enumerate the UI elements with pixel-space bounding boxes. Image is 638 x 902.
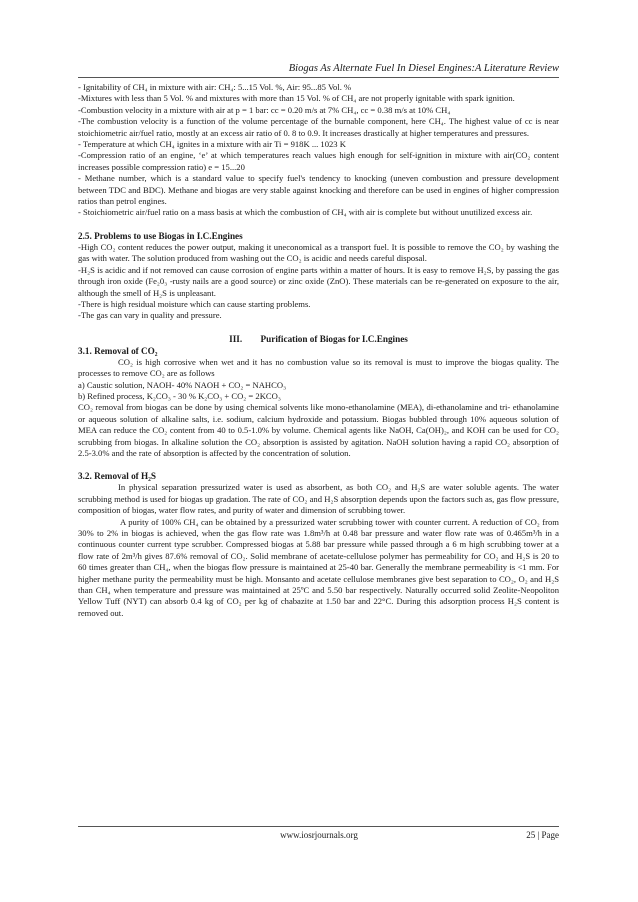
running-header: Biogas As Alternate Fuel In Diesel Engines:A Literature Review: [288, 63, 559, 74]
co2-removal-intro: CO₂ is high corrosive when wet and it has no combustion value so its removal is must to improve the biogas quality. The processes to remove CO₂ are as follows: [78, 356, 559, 379]
page-number: 25 | Page: [526, 830, 559, 840]
combustion-velocity-function-line: -The combustion velocity is a function of the volume percentage of the burnable component, here CH₄. The highest value of cc is near stoichiometric air/fuel ratio, mostly at an excess air ratio of 0. 8 to 0.9. It increases drastically at higher temperatures and pressures.: [78, 116, 559, 138]
refined-process-item: b) Refined process, K₂CO₃ - 30 % K₂CO₃ + CO₂ = 2KCO₃: [78, 390, 281, 401]
page-body: [78, 82, 559, 619]
ignition-temperature-line: - Temperature at which CH₄ ignites in a mixture with air Ti = 918K ... 1023 K: [78, 139, 346, 150]
problem-quality-item: -The gas can vary in quality and pressure.: [78, 310, 222, 321]
section-3-2-heading: 3.2. Removal of H₂S: [78, 471, 157, 482]
footer-rule: [78, 826, 559, 827]
section-2-5-heading: 2.5. Problems to use Biogas in I.C.Engines: [78, 230, 243, 241]
problem-co2-item: -High CO₂ content reduces the power output, making it uneconomical as a transport fuel. It is possible to remove the CO₂ by washing the gas with water. The solution produced from washing out the CO₂ is acidic and needs careful disposal.: [78, 241, 559, 264]
mixture-limits-line: -Mixtures with less than 5 Vol. % and mixtures with more than 15 Vol. % of CH₄ are not properly ignitable with spark ignition.: [78, 93, 515, 104]
problem-h2s-item: -H₂S is acidic and if not removed can cause corrosion of engine parts within a matter of hours. It is easy to remove H₂S, by passing the gas through iron oxide (Fe₂0₃ -rusty nails are a good source) or zinc oxide (ZnO). These materials can be re-generated on exposure to the air, although the smell of H₂S is unpleasant.: [78, 264, 559, 298]
water-scrubbing-paragraph: A purity of 100% CH₄ can be obtained by a pressurized water scrubbing tower with counter current. A reduction of CO₂ from 30% to 2% in biogas is achieved, when the gas flow rate was 1.8m³/h at 0.48 bar pressure and water flow rate was of 0.465m³/h in a continuous counter current type scrubber. Compressed biogas at 5.88 bar pressure while passed through a 6 m high scrubbing tower at a flow rate of 2m³/h gives 87.6% removal of CO₂. Solid membrane of acetate-cellulose polymer has permeability for CO₂ and H₂S is 20 to 60 times greater than CH₄, when the biogas flow pressure is maintained at 25-40 bar. Generally the membrane permeability is <1 mm. For higher methane purity the permeability must be high. Monsanto and acetate cellulose membranes give best separation to CO₂, O₂ and H₂S than CH₄ when temperature and pressure was maintained at 25ºC and 5.50 bar respectively. Naturally occurred solid Zeolite-Neopoliton Yellow Tuff (NYT) can absorb 0.4 kg of CO₂ per kg of chabazite at 1.50 bar and 22°C. During this adsorption process H₂S content is removed out.: [78, 516, 559, 618]
section-3-heading: III. Purification of Biogas for I.C.Engines: [229, 333, 408, 344]
methane-number-line: - Methane number, which is a standard value to specify fuel's tendency to knocking (uneven combustion and pressure development between TDC and BDC). Methane and biogas are very stable against knocking and therefore can be used in engines of higher compression ratios than petrol engines.: [78, 173, 559, 207]
stoichiometric-ratio-line: - Stoichiometric air/fuel ratio on a mass basis at which the combustion of CH₄ with air is complete but without unutilized excess air.: [78, 207, 533, 218]
compression-ratio-line: -Compression ratio of an engine, ‘e’ at which temperatures reach values high enough for self-ignition in mixture with air(CO₂ content increases possible compression ratio) e = 15...20: [78, 150, 559, 172]
co2-chemical-solvents-paragraph: CO₂ removal from biogas can be done by using chemical solvents like mono-ethanolamine (MEA), di-ethanolamine and tri- ethanolamine or aqueous solution of alkaline salts, i.e. sodium, calcium hydroxide and potassium. Biogas bubbled through 10% aqueous solution of MEA can reduce the CO₂ content from 40 to 0.5-1.0% by volume. Chemical agents like NaOH, Ca(OH)₂, and KOH can be used for CO₂ scrubbing from biogas. In alkaline solution the CO₂ absorption is assisted by agitation. NaOH solution having a rapid CO₂ absorption of 2.5-3.0% and the rate of absorption is affected by the concentration of solution.: [78, 402, 559, 458]
journal-url: www.iosrjournals.org: [280, 830, 358, 840]
combustion-velocity-line: -Combustion velocity in a mixture with air at p = 1 bar: cc = 0.20 m/s at 7% CH₄, cc = 0.38 m/s at 10% CH₄: [78, 104, 451, 115]
h2s-physical-separation-paragraph: In physical separation pressurized water is used as absorbent, as both CO₂ and H₂S are water soluble agents. The water scrubbing method is used for biogas up gradation. The rate of CO₂ and H₂S absorption depends upon the factors such as, gas flow pressure, composition of biogas, water flow rates, and purity of water and dimension of scrubbing tower.: [78, 482, 559, 516]
header-rule: [78, 77, 559, 78]
ignitability-line: - Ignitability of CH₄ in mixture with air: CH₄: 5...15 Vol. %, Air: 95...85 Vol. %: [78, 82, 352, 92]
section-3-1-heading: 3.1. Removal of CO₂: [78, 345, 158, 356]
caustic-solution-item: a) Caustic solution, NAOH- 40% NAOH + CO₂ = NAHCO₃: [78, 379, 287, 390]
problem-moisture-item: -There is high residual moisture which can cause starting problems.: [78, 298, 311, 309]
